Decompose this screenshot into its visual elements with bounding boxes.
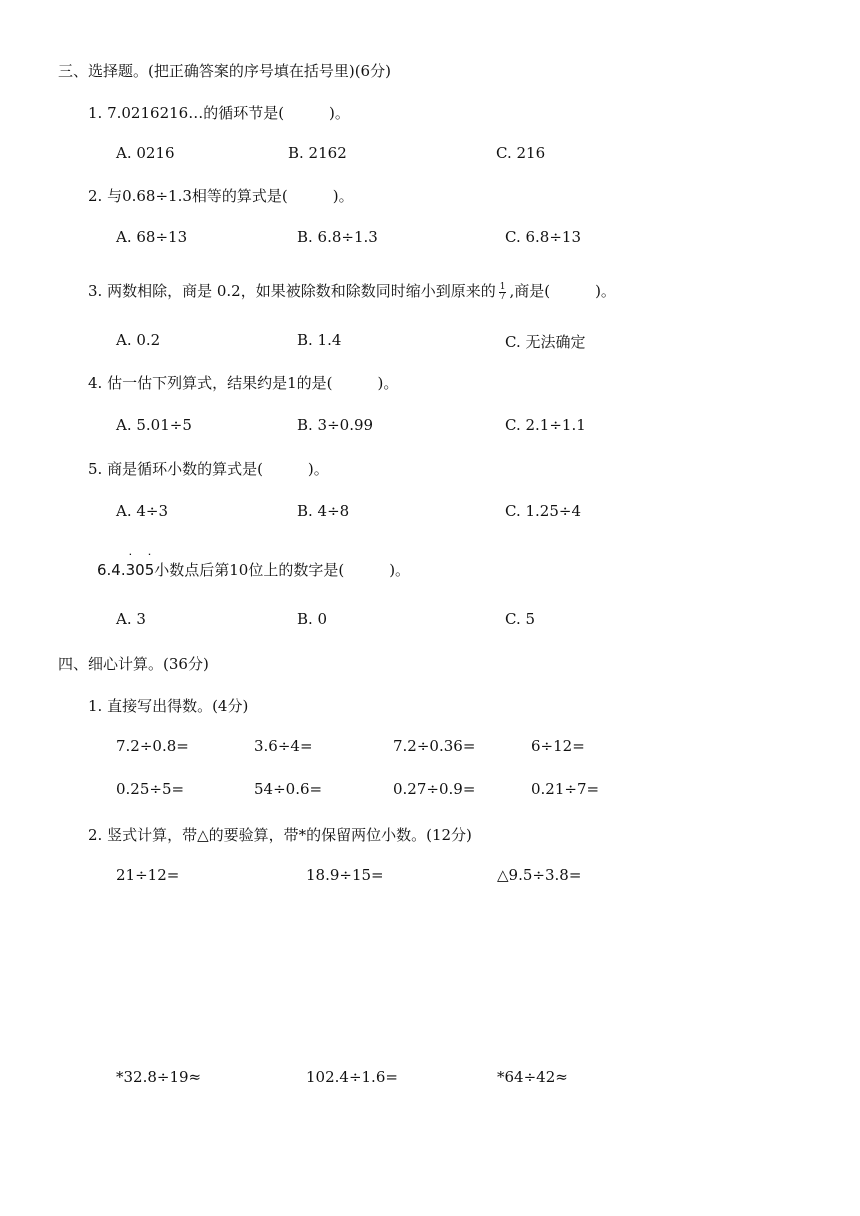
q5-option-c: C. 1.25÷4: [505, 502, 581, 520]
part1-title: 1. 直接写出得数。(4分): [88, 697, 249, 715]
q6-option-c: C. 5: [505, 610, 536, 628]
calc-2-2: 54÷0.6=: [254, 780, 323, 798]
q3-text-before: 3. 两数相除，商是 0.2，如果被除数和除数同时缩小到原来的: [88, 282, 496, 300]
q1-option-b: B. 2162: [288, 144, 347, 162]
vertical-calc-4: *32.8÷19≈: [116, 1068, 202, 1086]
q3-option-a: A. 0.2: [116, 331, 161, 349]
calc-2-1: 0.25÷5=: [116, 780, 185, 798]
section4-title: 四、细心计算。(36分): [58, 655, 209, 673]
question-2: 2. 与0.68÷1.3相等的算式是( )。: [88, 187, 354, 205]
q4-option-c: C. 2.1÷1.1: [505, 416, 586, 434]
q3-option-b: B. 1.4: [297, 331, 342, 349]
q6-middle-digit: 0: [135, 561, 145, 579]
q6-repeating-digit-end: 5 ˙: [145, 561, 155, 579]
question-3: [88, 280, 616, 302]
q3-fraction: [499, 283, 507, 302]
calc-1-3: 7.2÷0.36=: [393, 737, 476, 755]
q2-option-b: B. 6.8÷1.3: [297, 228, 378, 246]
vertical-calc-6: *64÷42≈: [497, 1068, 568, 1086]
q3-option-c: C. 无法确定: [505, 333, 586, 351]
q1-option-c: C. 216: [496, 144, 546, 162]
q3-text-after: ,商是( )。: [509, 282, 616, 300]
q6-option-a: A. 3: [116, 610, 146, 628]
calc-1-2: 3.6÷4=: [254, 737, 313, 755]
q4-option-a: A. 5.01÷5: [116, 416, 192, 434]
question-4: 4. 估一估下列算式，结果约是1的是( )。: [88, 374, 399, 392]
q6-repeating-digit-start: 3 ˙: [126, 561, 136, 579]
q6-text-after: 小数点后第10位上的数字是( )。: [154, 561, 411, 579]
question-6: [97, 559, 410, 580]
vertical-calc-5: 102.4÷1.6=: [306, 1068, 398, 1086]
q3-fraction-numerator: 1: [499, 281, 506, 292]
calc-1-1: 7.2÷0.8=: [116, 737, 189, 755]
calc-2-3: 0.27÷0.9=: [393, 780, 476, 798]
q5-option-b: B. 4÷8: [297, 502, 350, 520]
q6-prefix: 6.4.: [97, 561, 126, 579]
q5-option-a: A. 4÷3: [116, 502, 169, 520]
vertical-calc-2: 18.9÷15=: [306, 866, 384, 884]
q6-option-b: B. 0: [297, 610, 328, 628]
calc-1-4: 6÷12=: [531, 737, 585, 755]
part2-title: 2. 竖式计算，带△的要验算，带*的保留两位小数。(12分): [88, 826, 472, 844]
vertical-calc-1: 21÷12=: [116, 866, 180, 884]
q2-option-a: A. 68÷13: [116, 228, 188, 246]
q3-fraction-denominator: 7: [499, 291, 506, 302]
question-5: 5. 商是循环小数的算式是( )。: [88, 460, 329, 478]
vertical-calc-3: △9.5÷3.8=: [497, 866, 582, 884]
q2-option-c: C. 6.8÷13: [505, 228, 581, 246]
question-1: 1. 7.0216216…的循环节是( )。: [88, 104, 350, 122]
section3-title: 三、选择题。(把正确答案的序号填在括号里)(6分): [58, 62, 391, 80]
q1-option-a: A. 0216: [116, 144, 175, 162]
q4-option-b: B. 3÷0.99: [297, 416, 374, 434]
calc-2-4: 0.21÷7=: [531, 780, 600, 798]
